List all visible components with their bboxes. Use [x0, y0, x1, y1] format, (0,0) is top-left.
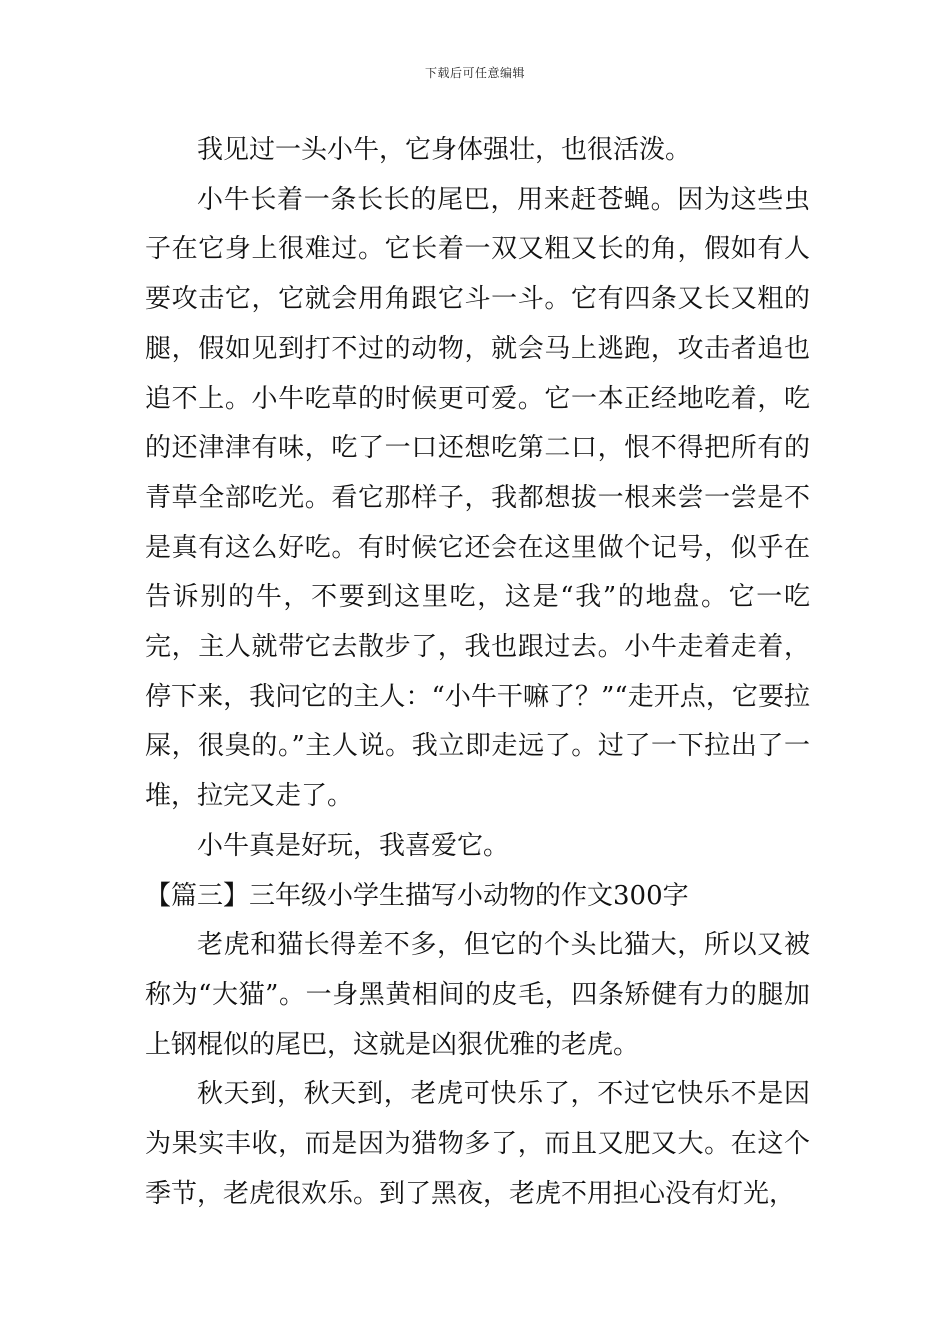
section-heading: 【篇三】三年级小学生描写小动物的作文300字	[145, 880, 689, 911]
paragraph: 秋天到，秋天到，老虎可快乐了，不过它快乐不是因为果实丰收，而是因为猎物多了，而且又肥又大。在这个季节，老虎很欢乐。到了黑夜，老虎不用担心没有灯光，	[145, 1079, 810, 1209]
document-body	[145, 126, 810, 1219]
paragraph: 老虎和猫长得差不多，但它的个头比猫大，所以又被称为“大猫”。一身黑黄相间的皮毛，四条矫健有力的腿加上钢棍似的尾巴，这就是凶狠优雅的老虎。	[145, 930, 810, 1060]
paragraph: 小牛真是好玩，我喜爱它。	[197, 830, 510, 861]
paragraph: 我见过一头小牛，它身体强壮，也很活泼。	[197, 135, 692, 165]
paragraph: 小牛长着一条长长的尾巴，用来赶苍蝇。因为这些虫子在它身上很难过。它长着一双又粗又长的角，假如有人要攻击它，它就会用角跟它斗一斗。它有四条又长又粗的腿，假如见到打不过的动物，就会马上逃跑，攻击者追也追不上。小牛吃草的时候更可爱。它一本正经地吃着，吃的还津津有味，吃了一口还想吃第二口，恨不得把所有的青草全部吃光。看它那样子，我都想拔一根来尝一尝是不是真有这么好吃。有时候它还会在这里做个记号，似乎在告诉别的牛，不要到这里吃，这是“我”的地盘。它一吃完，主人就带它去散步了，我也跟过去。小牛走着走着，停下来，我问它的主人：“小牛干嘛了？”“走开点，它要拉屎，很臭的。”主人说。我立即走远了。过了一下拉出了一堆，拉完又走了。	[145, 184, 810, 812]
page-header: 下载后可任意编辑	[424, 66, 525, 80]
